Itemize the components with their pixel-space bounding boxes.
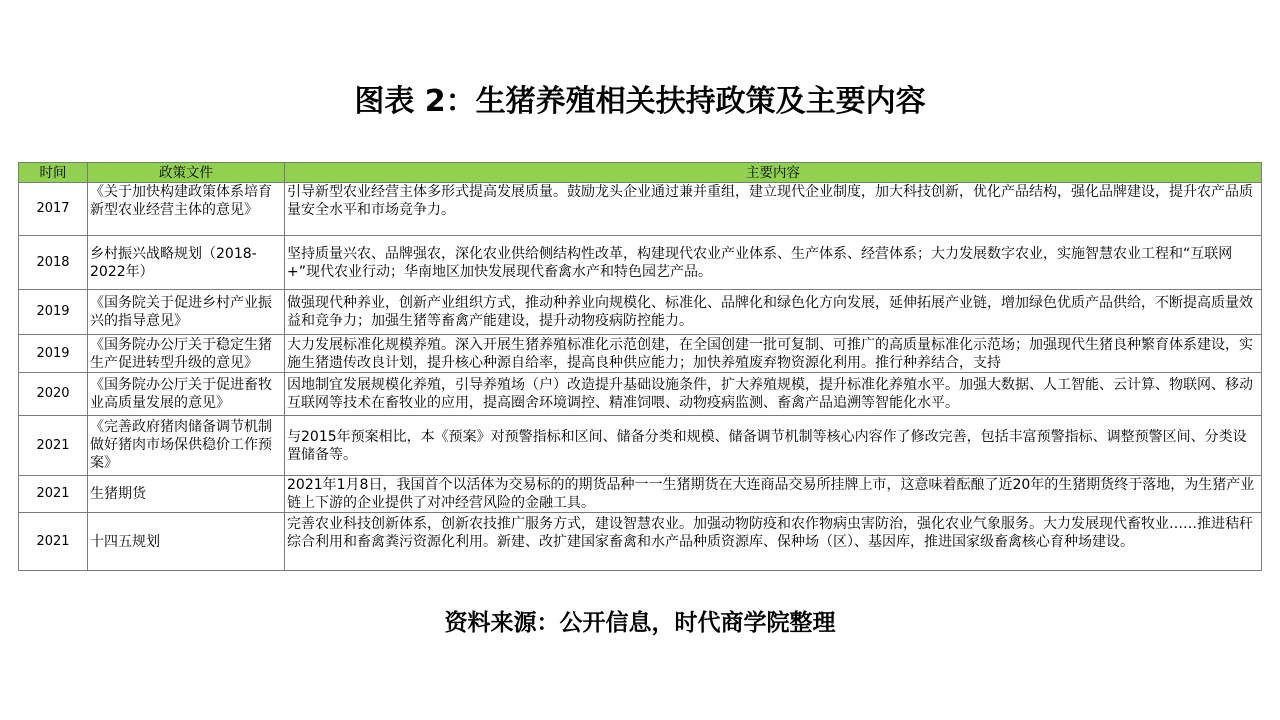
row-content-text: 大力发展标准化规模养殖。深入开展生猪养殖标准化示范创建，在全国创建一批可复制、可推广的高质量标准化示范场；加强现代生猪良种繁育体系建设，实施生猪遗传改良计划，提升核心种源自给率，提高良种供应能力；加快养殖废弃物资源化利用。推行种养结合，支持 [287,336,1253,371]
header-policy-doc: 政策文件 [88,163,285,183]
row-policy-doc [88,416,285,476]
row-content-text: 引导新型农业经营主体多形式提高发展质量。鼓励龙头企业通过兼并重组，建立现代企业制度，加大科技创新，优化产品结构，强化品牌建设，提升农产品质量安全水平和市场竞争力。 [287,184,1253,218]
row-year: 2019 [19,335,88,373]
table-row [19,335,1262,373]
row-content [285,373,1262,416]
header-year: 时间 [19,163,88,183]
table-row [19,513,1262,571]
row-year: 2021 [19,416,88,476]
policy-table [18,162,1262,571]
row-content [285,183,1262,236]
row-content-text: 完善农业科技创新体系，创新农技推广服务方式，建设智慧农业。加强动物防疫和农作物病虫害防治，强化农业气象服务。大力发展现代畜牧业……推进秸秆综合利用和畜禽粪污资源化利用。新建、改扩建国家畜禽和水产品种质资源库、保种场（区）、基因库，推进国家级畜禽核心育种场建设。 [287,515,1253,550]
row-policy-doc-text: 《完善政府猪肉储备调节机制 做好猪肉市场保供稳价工作预案》 [90,418,272,471]
row-policy-doc [88,290,285,335]
row-content [285,236,1262,290]
row-content-text: 做强现代种养业，创新产业组织方式，推动种养业向规模化、标准化、品牌化和绿色化方向发展，延伸拓展产业链，增加绿色优质产品供给，不断提高质量效益和竞争力；加强生猪等畜禽产能建设，提升动物疫病防控能力。 [287,295,1253,329]
table-row [19,236,1262,290]
row-year: 2021 [19,513,88,571]
header-main-content: 主要内容 [285,163,1262,183]
row-year: 2020 [19,373,88,416]
row-content-text: 与2015年预案相比，本《预案》对预警指标和区间、储备分类和规模、储备调节机制等核心内容作了修改完善，包括丰富预警指标、调整预警区间、分类设置储备等。 [287,428,1247,463]
table-row [19,290,1262,335]
table-row [19,183,1262,236]
row-content-text: 因地制宜发展规模化养殖，引导养殖场（户）改造提升基础设施条件，扩大养殖规模，提升标准化养殖水平。加强大数据、人工智能、云计算、物联网、移动互联网等技术在畜牧业的应用，提高圈舍环境调控、精准饲喂、动物疫病监测、畜禽产品追溯等智能化水平。 [287,377,1253,411]
row-policy-doc-text: 生猪期货 [90,486,146,502]
row-policy-doc [88,183,285,236]
row-policy-doc-text: 《国务院办公厅关于促进畜牧业高质量发展的意见》 [90,377,272,411]
table-row [19,476,1262,513]
row-policy-doc-text: 《国务院办公厅关于稳定生猪生产促进转型升级的意见》 [90,336,272,371]
row-policy-doc [88,335,285,373]
row-year: 2017 [19,183,88,236]
row-policy-doc-text: 乡村振兴战略规划（2018-2022年） [90,245,257,280]
table-header-row [19,163,1262,183]
row-year: 2018 [19,236,88,290]
row-policy-doc-text: 《关于加快构建政策体系培育新型农业经营主体的意见》 [90,184,272,218]
row-content [285,335,1262,373]
row-content-text: 坚持质量兴农、品牌强农，深化农业供给侧结构性改革，构建现代农业产业体系、生产体系、经营体系；大力发展数字农业，实施智慧农业工程和“互联网+”现代农业行动；华南地区加快发展现代畜禽水产和特色园艺产品。 [287,245,1233,280]
row-content [285,290,1262,335]
row-content-text: 2021年1月8日，我国首个以活体为交易标的的期货品种一一生猪期货在大连商品交易所挂牌上市，这意味着酝酿了近20年的生猪期货终于落地，为生猪产业链上下游的企业提供了对冲经营风险的金融工具。 [287,477,1255,511]
table-row [19,373,1262,416]
row-policy-doc [88,476,285,513]
source-note: 资料来源：公开信息，时代商学院整理 [444,609,836,636]
row-policy-doc [88,236,285,290]
row-content [285,416,1262,476]
row-year: 2019 [19,290,88,335]
table-row [19,416,1262,476]
row-content [285,476,1262,513]
row-content [285,513,1262,571]
row-policy-doc-text: 《国务院关于促进乡村产业振兴的指导意见》 [90,295,272,329]
row-year: 2021 [19,476,88,513]
page-title: 图表 2：生猪养殖相关扶持政策及主要内容 [354,84,926,119]
row-policy-doc [88,513,285,571]
policy-table-container [18,162,1261,571]
row-policy-doc [88,373,285,416]
row-policy-doc-text: 十四五规划 [90,533,160,550]
